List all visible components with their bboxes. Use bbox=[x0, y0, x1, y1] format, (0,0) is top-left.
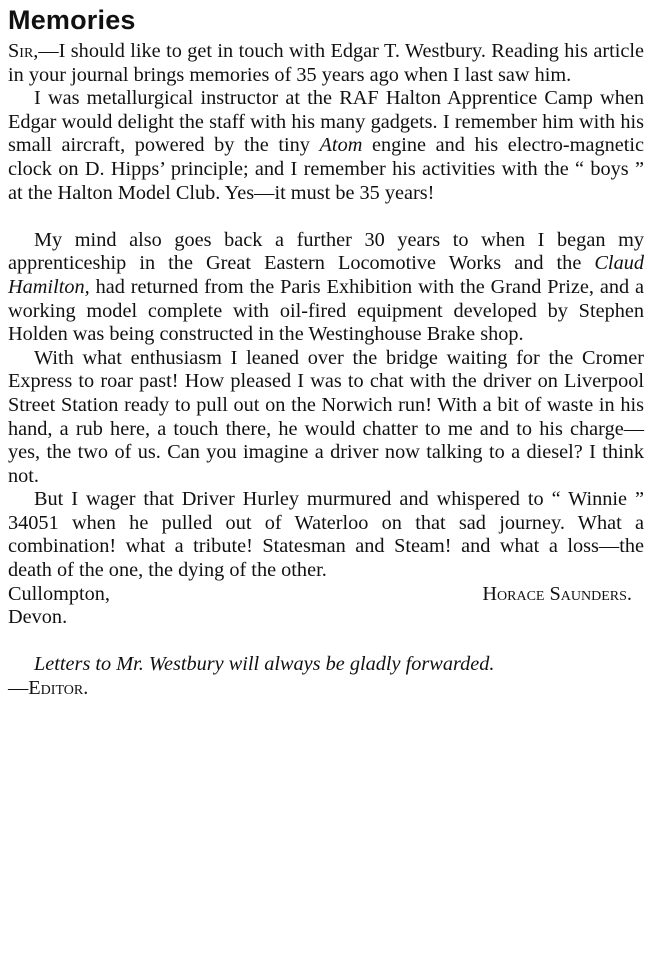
editor-note-text: Letters to Mr. Westbury will always be gladly forwarded. bbox=[34, 653, 495, 676]
paragraph-4: With what enthusiasm I leaned over the bridge waiting for the Cromer Express to roar past! How pleased I was to chat with the driver on Liverpool Street Station ready to pull out on the Norwich run! With a bit of waste in his hand, a rub here, a touch there, he would chatter to me and to his charge—yes, the two of us. Can you imagine a driver now talking to a diesel? I think not. bbox=[8, 346, 644, 487]
place-line-2: Devon. bbox=[8, 606, 68, 629]
letter-title: Memories bbox=[8, 5, 136, 35]
place-line-1: Cullompton, bbox=[8, 582, 110, 605]
paragraph-3 bbox=[8, 229, 644, 347]
paragraph-1-text: —I should like to get in touch with Edgar T. Westbury. Reading his article in your journal brings memories of 35 years ago when I last saw him. bbox=[8, 40, 644, 86]
author-signature: Horace Saunders. bbox=[482, 582, 632, 605]
signature-block bbox=[8, 583, 644, 607]
paragraph-3-text-b: had returned from the Paris Exhibition with the Grand Prize, and a working model complete with oil-fired equipment developed by Stephen Holden was being constructed in the Westinghouse Brake shop. bbox=[8, 275, 644, 346]
paragraph-3-text-a: My mind also goes back a further 30 years to when I began my apprenticeship in the Great Eastern Locomotive Works and the bbox=[8, 228, 644, 275]
paragraph-2-text-b: engine and his electro-magnetic clock on D. Hipps’ principle; and I remember his activities with the “ boys ” at the Halton Model Club. Yes—it must be 35 years! bbox=[8, 134, 644, 204]
paragraph-2-text-a: I was metallurgical instructor at the RAF Halton Apprentice Camp when Edgar would delight the staff with his many gadgets. I remember him with his small aircraft, powered by the tiny bbox=[8, 87, 644, 157]
paragraph-3-italic: Claud Hamilton, bbox=[8, 252, 644, 298]
letter-body bbox=[8, 40, 644, 701]
paragraph-2 bbox=[8, 87, 644, 205]
salutation: Sir, bbox=[8, 40, 39, 62]
paragraph-2-italic: Atom bbox=[319, 134, 363, 157]
editor-note bbox=[8, 653, 644, 700]
paragraph-5: But I wager that Driver Hurley murmured and whispered to “ Winnie ” 34051 when he pulled out of Waterloo on that sad journey. What a combination! what a tribute! Statesman and Steam! and what a loss—the death of the one, the dying of the other. bbox=[8, 488, 644, 582]
editor-signature: —Editor. bbox=[8, 677, 89, 700]
paragraph-1 bbox=[8, 40, 644, 87]
